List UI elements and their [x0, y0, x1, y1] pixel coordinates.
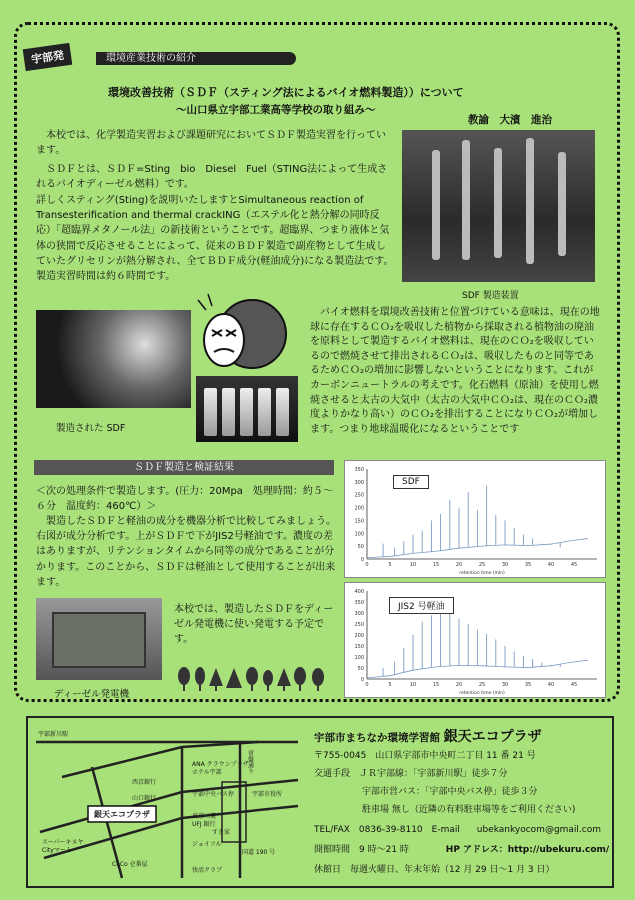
info-tel-label: TEL/FAX 0836-39-8110 E-mail — [314, 825, 460, 835]
info-tel — [314, 822, 601, 835]
paragraph-sdf-definition: ＳＤＦとは、ＳＤＦ=Sting bio Diesel Fuel（STING法によって生成されるバイオディーゼル燃料）です。 — [36, 164, 388, 191]
caption-generator: ディーゼル発電機 — [54, 689, 130, 700]
x-tick-label: 20 — [455, 682, 463, 688]
map-route: 国道 190 号 — [242, 849, 276, 856]
y-tick-label: 100 — [354, 655, 364, 661]
paragraph-carbon-neutral: バイオ燃料を環境改善技術と位置づけている意味は、現在の地球に存在するＣＯ₂を吸収した植物から採取される植物油の廃油を原料として製造するバイオ燃料は、現在のＣＯ₂を吸収しているので燃焼させて排出されるＣＯ₂は、吸収したものと同等であるためＣＯ₂の増加に影響しないということになります。これがカーボンニュートラルの考えです。化石燃料（原油）を使用し燃焼させると太古の大気中（太古の大気中ＣＯ₂は、現在のＣＯ₂濃度よりかなり高い）のＣＯ₂を排出することになりＣＯ₂が増加します。つまり地球温暖化になるということです — [310, 307, 600, 435]
y-tick-label: 350 — [354, 467, 364, 473]
info-homepage[interactable]: HP アドレス：http://ubekuru.com/ — [445, 845, 610, 855]
info-access-2: 宇部市営バス：「宇部中央バス停」徒歩３分 — [362, 787, 538, 797]
y-tick-label: 200 — [354, 505, 364, 512]
map-city-hall: 宇部市役所 — [252, 791, 283, 798]
article-title: 環境改善技術（ＳＤＦ（スティング法によるバイオ燃料製造））について — [108, 86, 464, 99]
caption-made-sdf: 製造された SDF — [56, 423, 126, 434]
map-shop-2: UFJ 銀行 — [192, 821, 216, 828]
info-parking: 駐車場 無し（近隣の有料駐車場等をご利用ください) — [362, 805, 576, 815]
map-club: 快活クラブ — [192, 867, 223, 874]
y-tick-label: 50 — [357, 544, 364, 551]
y-tick-label: 150 — [354, 644, 364, 650]
x-tick-label: 10 — [409, 682, 417, 688]
paragraph-sting: 詳しくスティング(Sting)を説明いたしますとSimultaneous reaction of Transesterification and thermal crackING（エステル化と熱分解の同時反応）「超臨界メタノール法」の新技術ということです。超臨界、つまり液体と気体の狭間で反応させることによって、従来のＢＤＦ製造で副産物として生成していたグリセリンが熱分解され、全てＢＤＦ成分(軽油成分)になる製造法です。製造実習時間は約６時間です。 — [36, 195, 394, 283]
y-tick-label: 0 — [360, 557, 364, 563]
series-tag: 宇部発 — [23, 43, 73, 71]
caption-sdf-unit: SDF 製造装置 — [462, 291, 519, 301]
map-bus-stop: 宇部中央バス停 — [192, 791, 235, 798]
author: 教諭 大濱 進治 — [468, 114, 552, 126]
map-joyful: ジョイフル — [192, 841, 222, 848]
x-tick-label: 5 — [388, 682, 392, 688]
y-tick-label: 100 — [354, 531, 364, 538]
y-tick-label: 300 — [354, 611, 364, 617]
map-bank: 西京銀行 — [132, 779, 157, 786]
y-tick-label: 300 — [354, 479, 364, 486]
x-tick-label: 35 — [524, 682, 532, 688]
paragraph-intro: 本校では、化学製造実習および課題研究においてＳＤＦ製造実習を行っています。 — [36, 130, 386, 157]
chart-sdf-plot — [345, 461, 605, 577]
x-tick-label: 40 — [547, 562, 555, 568]
x-tick-label: 15 — [432, 682, 440, 688]
chart-sdf-label: SDF — [393, 475, 429, 489]
article-subtitle: 〜山口県立宇部工業高等学校の取り組み〜 — [176, 104, 376, 116]
x-tick-label: 45 — [570, 562, 578, 568]
x-tick-label: 20 — [455, 562, 463, 568]
y-tick-label: 250 — [354, 492, 364, 499]
series-label: 環境産業技術の紹介 — [96, 52, 296, 65]
map-super-2: Cityマート — [42, 847, 72, 854]
paragraph-generator: 本校では、製造したＳＤＦをディーゼル発電機に使い発電する予定です。 — [174, 604, 334, 646]
org-name — [314, 726, 542, 746]
tree-icons — [176, 666, 336, 692]
mascot-illustration — [194, 290, 294, 375]
map-ube-bank: 山口銀行 — [132, 795, 157, 802]
x-tick-label: 10 — [409, 562, 417, 568]
generator-photo — [36, 598, 162, 680]
flame-photo — [36, 310, 191, 408]
x-tick-label: 0 — [365, 682, 369, 688]
x-tick-label: 40 — [547, 682, 555, 688]
chart-jis2 — [344, 582, 606, 698]
map-eco-plaza: 銀天エコプラザ — [94, 810, 150, 819]
sdf-unit-photo — [402, 130, 595, 282]
x-tick-label: 25 — [478, 562, 486, 568]
y-tick-label: 0 — [360, 677, 364, 683]
x-tick-label: 25 — [478, 682, 486, 688]
info-address: 〒755-0045 山口県宇部市中央町二丁目 11 番 21 号 — [314, 751, 536, 761]
map-ana-2: ホテル宇部 — [192, 769, 222, 776]
x-tick-label: 15 — [432, 562, 440, 568]
access-map — [32, 722, 302, 882]
map-station: 宇部新川駅 — [38, 731, 69, 738]
info-email[interactable]: ubekankyocom@gmail.com — [476, 825, 602, 835]
x-tick-label: 0 — [365, 562, 369, 568]
map-super: スーパーキヌヤ — [42, 839, 84, 846]
info-hours: 開館時間 9 時〜21 時 — [314, 845, 409, 855]
map-ana: ANA クラウンプラザ — [192, 761, 249, 768]
map-coco: CoCo 壱番屋 — [112, 861, 148, 868]
paragraph-conditions: ＜次の処理条件で製造します。(圧力：20Mpa 処理時間：約５〜６分 温度約：460℃）＞ — [36, 486, 333, 513]
x-tick-label: 30 — [501, 562, 509, 568]
chart-jis2-plot — [345, 583, 605, 697]
y-tick-label: 400 — [354, 589, 364, 595]
x-tick-label: 5 — [388, 562, 392, 568]
map-sukiya: すき家 — [212, 829, 231, 836]
y-tick-label: 350 — [354, 600, 364, 606]
map-tokiwa: 常盤通り — [246, 750, 254, 774]
x-tick-label: 30 — [501, 682, 509, 688]
org-prefix: 宇部市まちなか環境学習館 — [314, 732, 440, 744]
y-tick-label: 50 — [357, 666, 364, 672]
x-axis-label: retention time (min) — [459, 691, 505, 696]
info-hours-row — [314, 842, 609, 855]
org-title: 銀天エコプラザ — [443, 729, 542, 745]
y-tick-label: 250 — [354, 622, 364, 628]
map-shop-1: 東京三菱 — [192, 813, 217, 820]
bottles-photo — [196, 376, 298, 442]
y-tick-label: 150 — [354, 518, 364, 525]
chart-sdf — [344, 460, 606, 578]
info-access-1: 交通手段 ＪＲ宇部線：「宇部新川駅」徒歩７分 — [314, 769, 508, 779]
info-closed: 休館日 毎週火曜日、年末年始（12 月 29 日〜1 月 3 日） — [314, 865, 555, 875]
section-heading: ＳＤＦ製造と検証結果 — [34, 460, 334, 475]
x-tick-label: 35 — [524, 562, 532, 568]
y-tick-label: 200 — [354, 633, 364, 639]
paragraph-analysis: 製造したＳＤＦと軽油の成分を機器分析で比較してみましょう。右図が成分分析です。上がＳＤＦで下がJIS2号軽油です。濃度の差はありますが、リテンションタイムから同等の成分であることが分かります。このことから、ＳＤＦは軽油として使用することが出来ます。 — [36, 516, 336, 588]
x-tick-label: 45 — [570, 682, 578, 688]
x-axis-label: retention time (min) — [459, 571, 505, 576]
chart-jis2-label: JIS2 号軽油 — [389, 597, 454, 614]
